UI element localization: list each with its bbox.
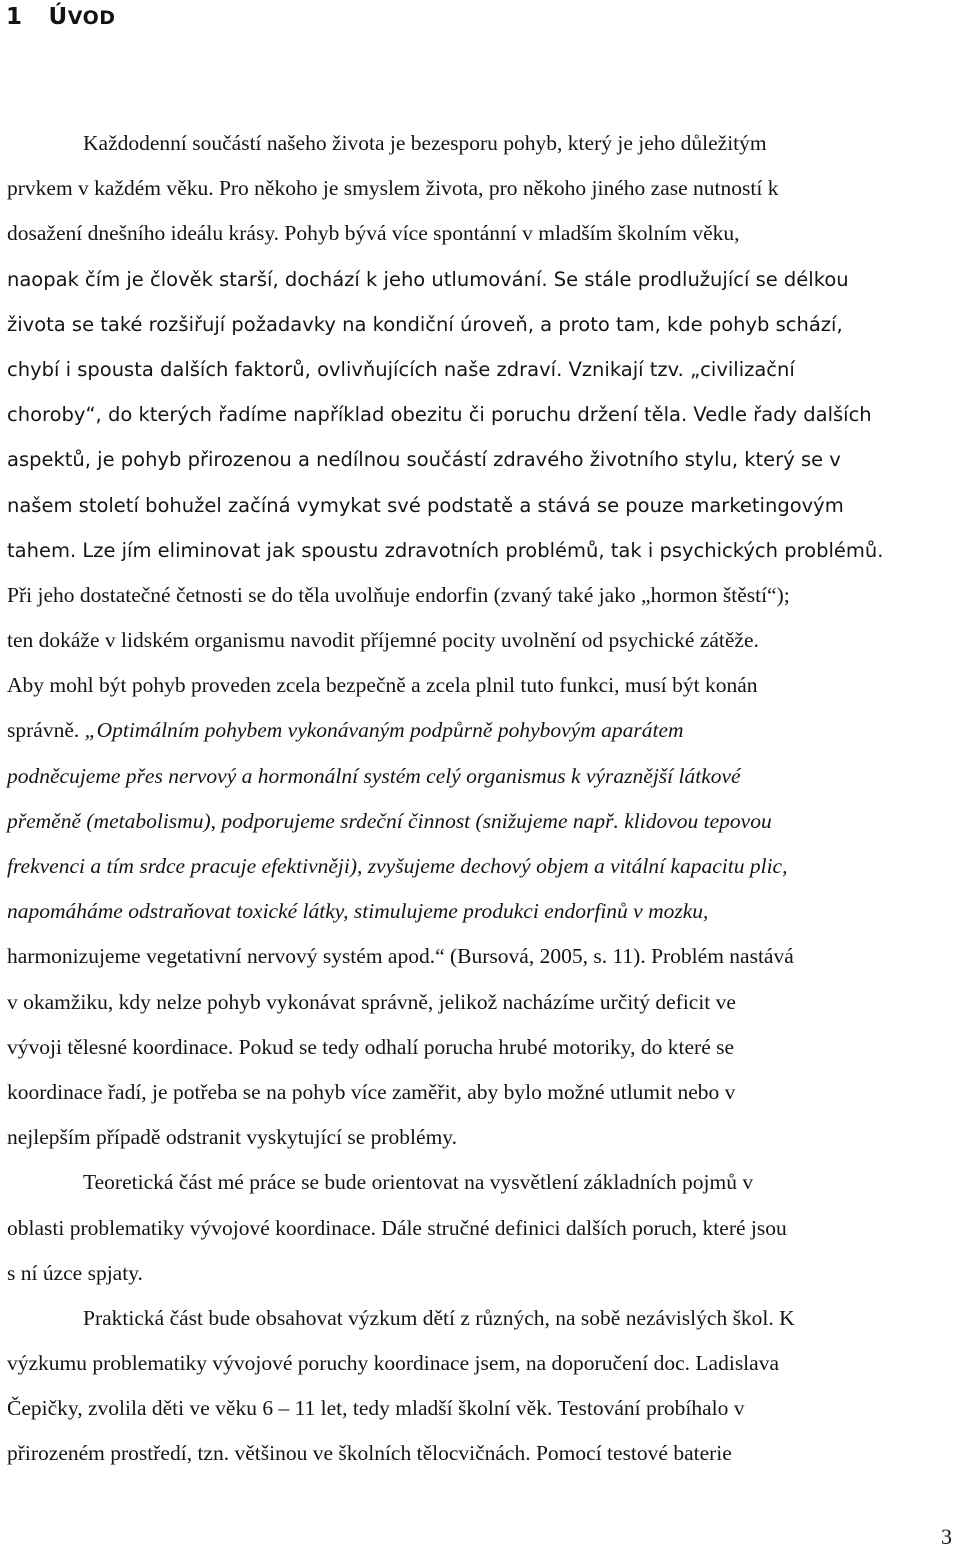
text-line	[7, 257, 955, 302]
text-line	[7, 1386, 955, 1431]
text-line	[7, 1160, 955, 1205]
text-run: harmonizujeme vegetativní nervový systém apod.“	[7, 944, 445, 969]
text-line	[7, 844, 955, 889]
text-run: výzkumu problematiky vývojové poruchy koordinace jsem, na doporučení doc. Ladislava	[7, 1351, 779, 1376]
text-line	[7, 392, 955, 437]
text-run: choroby“, do kterých řadíme například obezitu či poruchu držení těla. Vedle řady dalších	[7, 403, 872, 427]
text-run: naopak čím je člověk starší, dochází k jeho utlumování.	[7, 267, 548, 291]
text-line	[7, 166, 955, 211]
quote-text: „Optimálním pohybem vykonávaným podpůrně pohybovým aparátem	[84, 718, 684, 743]
chapter-title-initial: Ú	[48, 4, 68, 30]
text-line	[7, 1341, 955, 1386]
text-run: nejlepším případě odstranit vyskytující se problémy.	[7, 1125, 458, 1150]
text-run: s ní úzce spjaty.	[7, 1260, 143, 1285]
text-run: Praktická část bude obsahovat výzkum dětí z různých, na sobě nezávislých škol. K	[83, 1305, 795, 1330]
text-run: tahem. Lze jím eliminovat jak spoustu zdravotních problémů, tak i psychických problémů.	[7, 538, 884, 562]
chapter-number: 1	[6, 4, 23, 30]
text-run: Teoretická část mé práce se bude orientovat na vysvětlení základních pojmů v	[83, 1170, 754, 1195]
text-line	[7, 934, 955, 979]
text-run: Při jeho dostatečné četnosti se do těla uvolňuje endorfin (zvaný také jako „hormon štěstí“);	[7, 582, 790, 607]
text-line	[7, 980, 955, 1025]
quote-text: frekvenci a tím srdce pracuje efektivněji), zvyšujeme dechový objem a vitální kapacitu plic,	[7, 854, 788, 878]
quote-text: podněcujeme přes nervový a hormonální systém celý organismus k výraznější látkové	[7, 763, 741, 788]
text-run: chybí i spousta dalších faktorů, ovlivňujících naše zdraví. Vznikají tzv. „civilizační	[7, 357, 795, 381]
text-line	[7, 618, 955, 663]
text-run: našem století bohužel začíná vymykat své podstatě a stává se pouze marketingovým	[7, 493, 844, 517]
paragraph	[7, 1296, 955, 1477]
page-number: 3	[941, 1524, 952, 1549]
chapter-title-rest: VOD	[67, 7, 116, 29]
text-line	[7, 799, 955, 844]
text-line	[7, 211, 955, 256]
text-run: v okamžiku, kdy nelze pohyb vykonávat správně, jelikož nacházíme určitý deficit ve	[7, 989, 736, 1014]
text-run: Aby mohl být pohyb proveden zcela bezpečně a zcela plnil tuto funkci, musí být konán	[7, 673, 758, 698]
text-line	[7, 1431, 955, 1476]
text-run: Každodenní součástí našeho života je bezesporu pohyb, který je jeho důležitým	[83, 131, 767, 155]
text-run: života se také rozšiřují požadavky na kondiční úroveň, a proto tam, kde pohyb schází,	[7, 312, 843, 336]
text-line	[7, 121, 955, 166]
paragraph	[7, 121, 955, 1160]
quote-text: přeměně (metabolismu), podporujeme srdeční činnost (snižujeme např. klidovou tepovou	[7, 808, 772, 833]
text-line	[7, 302, 955, 347]
text-line	[7, 1296, 955, 1341]
text-line	[7, 663, 955, 708]
text-line	[7, 1025, 955, 1070]
text-run: (Bursová, 2005, s. 11). Problém nastává	[444, 944, 794, 969]
paragraph	[7, 1160, 955, 1296]
text-line	[7, 1070, 955, 1115]
text-line	[7, 573, 955, 618]
text-run: vývoji tělesné koordinace. Pokud se tedy odhalí porucha hrubé motoriky, do které se	[7, 1034, 735, 1059]
text-run: oblasti problematiky vývojové koordinace. Dále stručné definici dalších poruch, které jsou	[7, 1215, 787, 1240]
text-line	[7, 1251, 955, 1296]
text-run: Čepičky, zvolila děti ve věku 6 – 11 let, tedy mladší školní věk. Testování probíhalo v	[7, 1396, 745, 1421]
text-run: Se stále prodlužující se délkou	[547, 267, 849, 291]
text-run: prvkem v každém věku. Pro někoho je smyslem života, pro někoho jiného zase nutností k	[7, 176, 779, 201]
text-run: ten dokáže v lidském organismu navodit příjemné pocity uvolnění od psychické zátěže.	[7, 628, 759, 653]
text-run: dosažení dnešního ideálu krásy. Pohyb bývá více spontánní v mladším školním věku,	[7, 221, 740, 246]
text-run: přirozeném prostředí, tzn. většinou ve školních tělocvičnách. Pomocí testové baterie	[7, 1441, 732, 1466]
text-line	[7, 754, 955, 799]
text-line	[7, 1206, 955, 1251]
text-line	[7, 889, 955, 934]
chapter-heading	[6, 4, 116, 30]
text-line	[7, 483, 955, 528]
quote-text: napomáháme odstraňovat toxické látky, stimulujeme produkci endorfinů v mozku,	[7, 899, 709, 924]
text-line	[7, 528, 955, 573]
text-line	[7, 708, 955, 753]
text-run: aspektů, je pohyb přirozenou a nedílnou součástí zdravého životního stylu, který se v	[7, 448, 841, 472]
document-body	[7, 121, 955, 1477]
text-run: správně.	[7, 718, 85, 743]
text-line	[7, 347, 955, 392]
text-line	[7, 1115, 955, 1160]
text-run: koordinace řadí, je potřeba se na pohyb více zaměřit, aby bylo možné utlumit nebo v	[7, 1079, 736, 1104]
text-line	[7, 437, 955, 482]
